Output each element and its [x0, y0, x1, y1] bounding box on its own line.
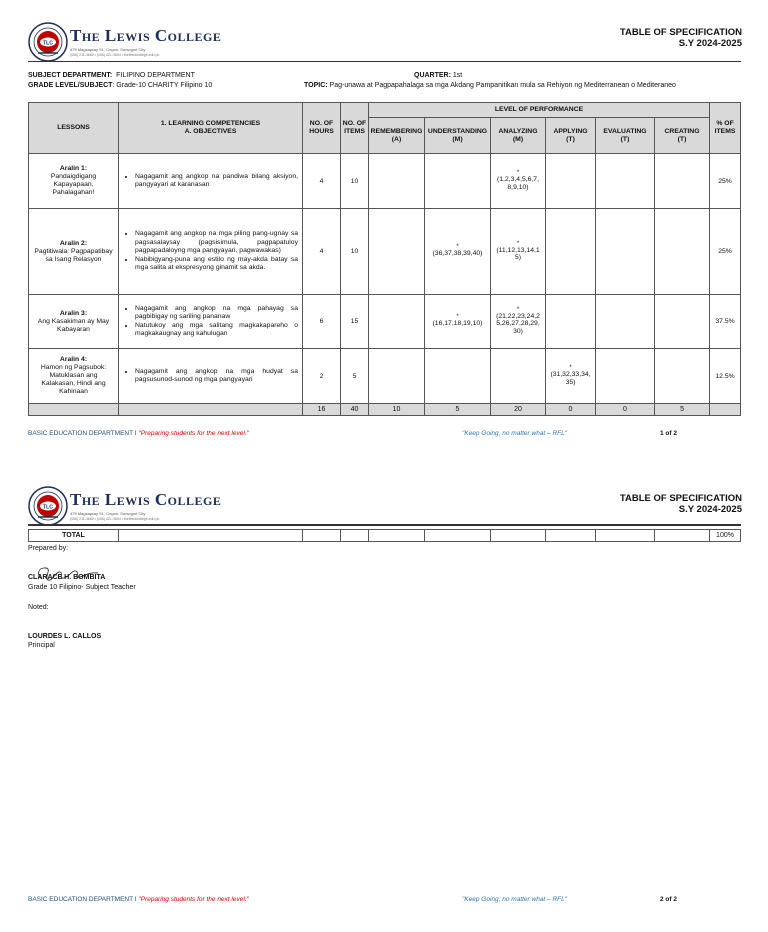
table-row [29, 349, 741, 404]
college-address: 479 Magsaysay St., Cogon, Sorsogon City [70, 511, 146, 516]
objective-item: • Nagagamit ang angkop na mga hudyat sa pagsusunod-sunod ng mga pangyayari [135, 368, 298, 385]
analyzing-cell [491, 349, 546, 404]
objectives-cell [119, 154, 303, 209]
items-cell: 5 [341, 349, 369, 404]
marker-star: * [516, 170, 520, 176]
college-contacts: (056) 211-3666 • (056) 421-3694 • thelewiscollege.edu.ph [70, 53, 160, 57]
lesson-title: Aralin 3: [59, 309, 88, 317]
total-cell [119, 530, 303, 542]
objective-item: • Natutukoy ang mga salitang magkakapareho o magkakaugnay ang kahulugan [135, 322, 298, 339]
item-numbers: (31,32,33,34, 35) [550, 371, 591, 386]
hours-cell: 6 [303, 295, 341, 349]
totals-empty-lesson [29, 404, 119, 416]
header-evaluating-code: (T) [620, 135, 630, 143]
lesson-title: Aralin 2: [59, 239, 88, 247]
lesson-cell [29, 295, 119, 349]
grade-label: GRADE LEVEL/SUBJECT [28, 82, 113, 89]
principal-signature-block [28, 632, 101, 650]
objectives-cell [119, 209, 303, 295]
total-applying: 0 [546, 404, 596, 416]
total-table [28, 529, 741, 542]
footer-keep-going: "Keep Going, no matter what – RFL" [462, 896, 568, 903]
item-numbers: (16,17,18,19,10) [432, 320, 483, 328]
footer-tagline: "Preparing students for the next level." [138, 896, 249, 903]
items-cell: 10 [341, 154, 369, 209]
evaluating-cell [596, 349, 655, 404]
items-cell: 15 [341, 295, 369, 349]
header-evaluating-label: EVALUATING [603, 127, 647, 135]
lesson-cell [29, 154, 119, 209]
header-analyzing [491, 118, 546, 154]
header-remembering-label: REMEMBERING [370, 127, 423, 135]
table-row [29, 154, 741, 209]
header-creating-code: (T) [677, 135, 687, 143]
understanding-cell [425, 154, 491, 209]
principal-name: LOURDES L. CALLOS [28, 633, 102, 640]
item-numbers: (1,2,3,4,5,6,7, 8,9,10) [497, 176, 539, 191]
tos-title-block [620, 493, 742, 515]
marker-star: * [516, 306, 520, 313]
specification-table [28, 102, 741, 416]
total-row [29, 530, 741, 542]
header-competencies-line1: 1. LEARNING COMPETENCIES [160, 120, 261, 127]
lesson-name: Hamon ng Pagsubok: Matuklasan ang Kalakasan, Hindi ang Kahinaan [40, 364, 107, 395]
understanding-cell [425, 209, 491, 295]
header-level-of-performance: LEVEL OF PERFORMANCE [369, 103, 710, 118]
total-percent: 100% [710, 530, 741, 542]
teacher-role: Grade 10 Filipino- Subject Teacher [28, 584, 136, 591]
total-understanding: 5 [425, 404, 491, 416]
footer-dept: BASIC EDUCATION DEPARTMENT I [28, 896, 139, 903]
objective-item: • Nabibigyang-puna ang estilo ng may-akda batay sa mga salita at ekspresyong ginamit sa akda. [135, 256, 298, 273]
college-contacts: (056) 211-3666 • (056) 421-3694 • thelewiscollege.edu.ph [70, 517, 160, 521]
header-competencies-line2: A. OBJECTIVES [184, 128, 237, 135]
header-understanding-label: UNDERSTANDING [427, 127, 488, 135]
percent-cell: 12.5% [710, 349, 741, 404]
header-divider [28, 524, 741, 526]
quarter-label: QUARTER: [414, 72, 451, 79]
page-number: 1 of 2 [660, 430, 677, 437]
page-number: 2 of 2 [660, 896, 677, 903]
header-remembering-code: (A) [391, 135, 402, 143]
total-cell [425, 530, 491, 542]
total-evaluating: 0 [596, 404, 655, 416]
applying-cell [546, 295, 596, 349]
objectives-cell [119, 349, 303, 404]
noted-label: Noted: [28, 604, 49, 611]
percent-cell: 37.5% [710, 295, 741, 349]
evaluating-cell [596, 209, 655, 295]
remembering-cell [369, 154, 425, 209]
objective-item: • Nagagamit ang angkop na mga pahayag sa pagbibigay ng sariling pananaw [135, 305, 298, 322]
header-analyzing-code: (M) [512, 135, 524, 143]
header-applying [546, 118, 596, 154]
marker-star: * [569, 365, 572, 371]
quarter-value: 1st [450, 72, 463, 79]
marker-star: * [456, 244, 459, 251]
total-remembering: 10 [369, 404, 425, 416]
total-creating: 5 [655, 404, 710, 416]
header-divider [28, 61, 741, 62]
tos-title-block [620, 27, 742, 49]
creating-cell [655, 349, 710, 404]
item-numbers: (11,12,13,14,1 5) [496, 246, 540, 261]
applying-cell [546, 154, 596, 209]
item-numbers: (21,22,23,24,2 5,26,27,28,29, 30) [496, 312, 540, 335]
lesson-cell [29, 349, 119, 404]
lesson-title: Aralin 4: [59, 356, 88, 363]
college-address: 479 Magsaysay St., Cogon, Sorsogon City [70, 47, 146, 52]
objectives-cell [119, 295, 303, 349]
lesson-name: Pandaigdigang Kapayapaan, Pahalagahan! [50, 173, 97, 196]
total-label: TOTAL [29, 530, 119, 542]
college-seal-logo [28, 486, 68, 526]
svg-text:TLC: TLC [43, 504, 53, 511]
total-analyzing: 20 [491, 404, 546, 416]
teacher-name: CLARACE H. BOMBITA [28, 574, 106, 581]
header-analyzing-label: ANALYZING [498, 127, 538, 135]
lesson-title: Aralin 1: [59, 165, 88, 172]
footer-keep-going: "Keep Going, no matter what – RFL" [462, 430, 568, 437]
header-creating-label: CREATING [664, 127, 700, 135]
evaluating-cell [596, 154, 655, 209]
objective-item: • Nagagamit ang angkop na mga piling pang-ugnay sa pagsasalaysay (pagsisimula, pagpapatuloy pagpapadaloyng mga pangyayari, pagwawakas) [135, 230, 298, 256]
evaluating-cell [596, 295, 655, 349]
table-row [29, 295, 741, 349]
creating-cell [655, 295, 710, 349]
objective-item: • Nagagamit ang angkop na pandiwa bilang aksiyon, pangyayari at karanasan [135, 173, 298, 190]
creating-cell [655, 154, 710, 209]
hours-cell: 4 [303, 209, 341, 295]
marker-star: * [456, 314, 459, 321]
header-applying-code: (T) [566, 135, 575, 143]
remembering-cell [369, 295, 425, 349]
hours-cell: 2 [303, 349, 341, 404]
principal-role: Principal [28, 642, 55, 649]
footer-dept: BASIC EDUCATION DEPARTMENT I [28, 430, 139, 437]
college-name: The Lewis College [70, 26, 222, 45]
applying-cell [546, 349, 596, 404]
remembering-cell [369, 349, 425, 404]
header-creating [655, 118, 710, 154]
school-year: S.Y 2024-2025 [678, 38, 742, 49]
total-cell [369, 530, 425, 542]
tos-title: TABLE OF SPECIFICATION [619, 27, 742, 38]
dept-value: FILIPINO DEPARTMENT [116, 72, 195, 79]
header-understanding [425, 118, 491, 154]
svg-text:TLC: TLC [43, 40, 53, 47]
topic-label: TOPIC: [304, 82, 328, 89]
marker-star: * [516, 240, 520, 247]
totals-empty-percent [710, 404, 741, 416]
percent-cell: 25% [710, 154, 741, 209]
page1-header [28, 22, 742, 66]
header-items: NO. OF ITEMS [341, 103, 369, 154]
total-cell [596, 530, 655, 542]
totals-empty-objectives [119, 404, 303, 416]
lesson-cell [29, 209, 119, 295]
header-percent: % OF ITEMS [710, 103, 741, 154]
header-understanding-code: (M) [452, 135, 463, 143]
item-numbers: (36,37,38,39,40) [432, 250, 483, 258]
college-name: The Lewis College [70, 490, 222, 509]
remembering-cell [369, 209, 425, 295]
total-cell [491, 530, 546, 542]
total-cell [303, 530, 341, 542]
header-remembering [369, 118, 425, 154]
items-cell: 10 [341, 209, 369, 295]
total-cell [655, 530, 710, 542]
footer-tagline: "Preparing students for the next level." [138, 430, 249, 437]
understanding-cell [425, 349, 491, 404]
teacher-signature-block [28, 573, 136, 592]
grade-value: : Grade-10 CHARITY Filipino 10 [112, 82, 213, 89]
understanding-cell [425, 295, 491, 349]
college-seal-logo [28, 22, 68, 62]
analyzing-cell [491, 154, 546, 209]
dept-label: SUBJECT DEPARTMENT: [28, 72, 113, 79]
prepared-by-label: Prepared by: [28, 545, 69, 552]
analyzing-cell [491, 295, 546, 349]
percent-cell: 25% [710, 209, 741, 295]
lesson-name: Pagtitiwala: Pagpapatibay sa Isang Relasyon [34, 247, 113, 263]
creating-cell [655, 209, 710, 295]
header-lessons: LESSONS [29, 103, 119, 154]
tos-title: TABLE OF SPECIFICATION [619, 493, 742, 504]
header-applying-label: APPLYING [553, 127, 588, 135]
analyzing-cell [491, 209, 546, 295]
lesson-name: Ang Kasakiman ay May Kabayaran [37, 317, 110, 333]
total-items: 40 [341, 404, 369, 416]
totals-row [29, 404, 741, 416]
school-year: S.Y 2024-2025 [678, 504, 742, 515]
topic-value: Pag-unawa at Pagpapahalaga sa mga Akdang Pampanitikan mula sa Rehiyon ng Mediterranean o Mediteraneo [327, 82, 676, 89]
table-row [29, 209, 741, 295]
total-cell [546, 530, 596, 542]
hours-cell: 4 [303, 154, 341, 209]
header-competencies [119, 103, 303, 154]
header-evaluating [596, 118, 655, 154]
applying-cell [546, 209, 596, 295]
total-hours: 16 [303, 404, 341, 416]
total-cell [341, 530, 369, 542]
header-hours: NO. OF HOURS [303, 103, 341, 154]
